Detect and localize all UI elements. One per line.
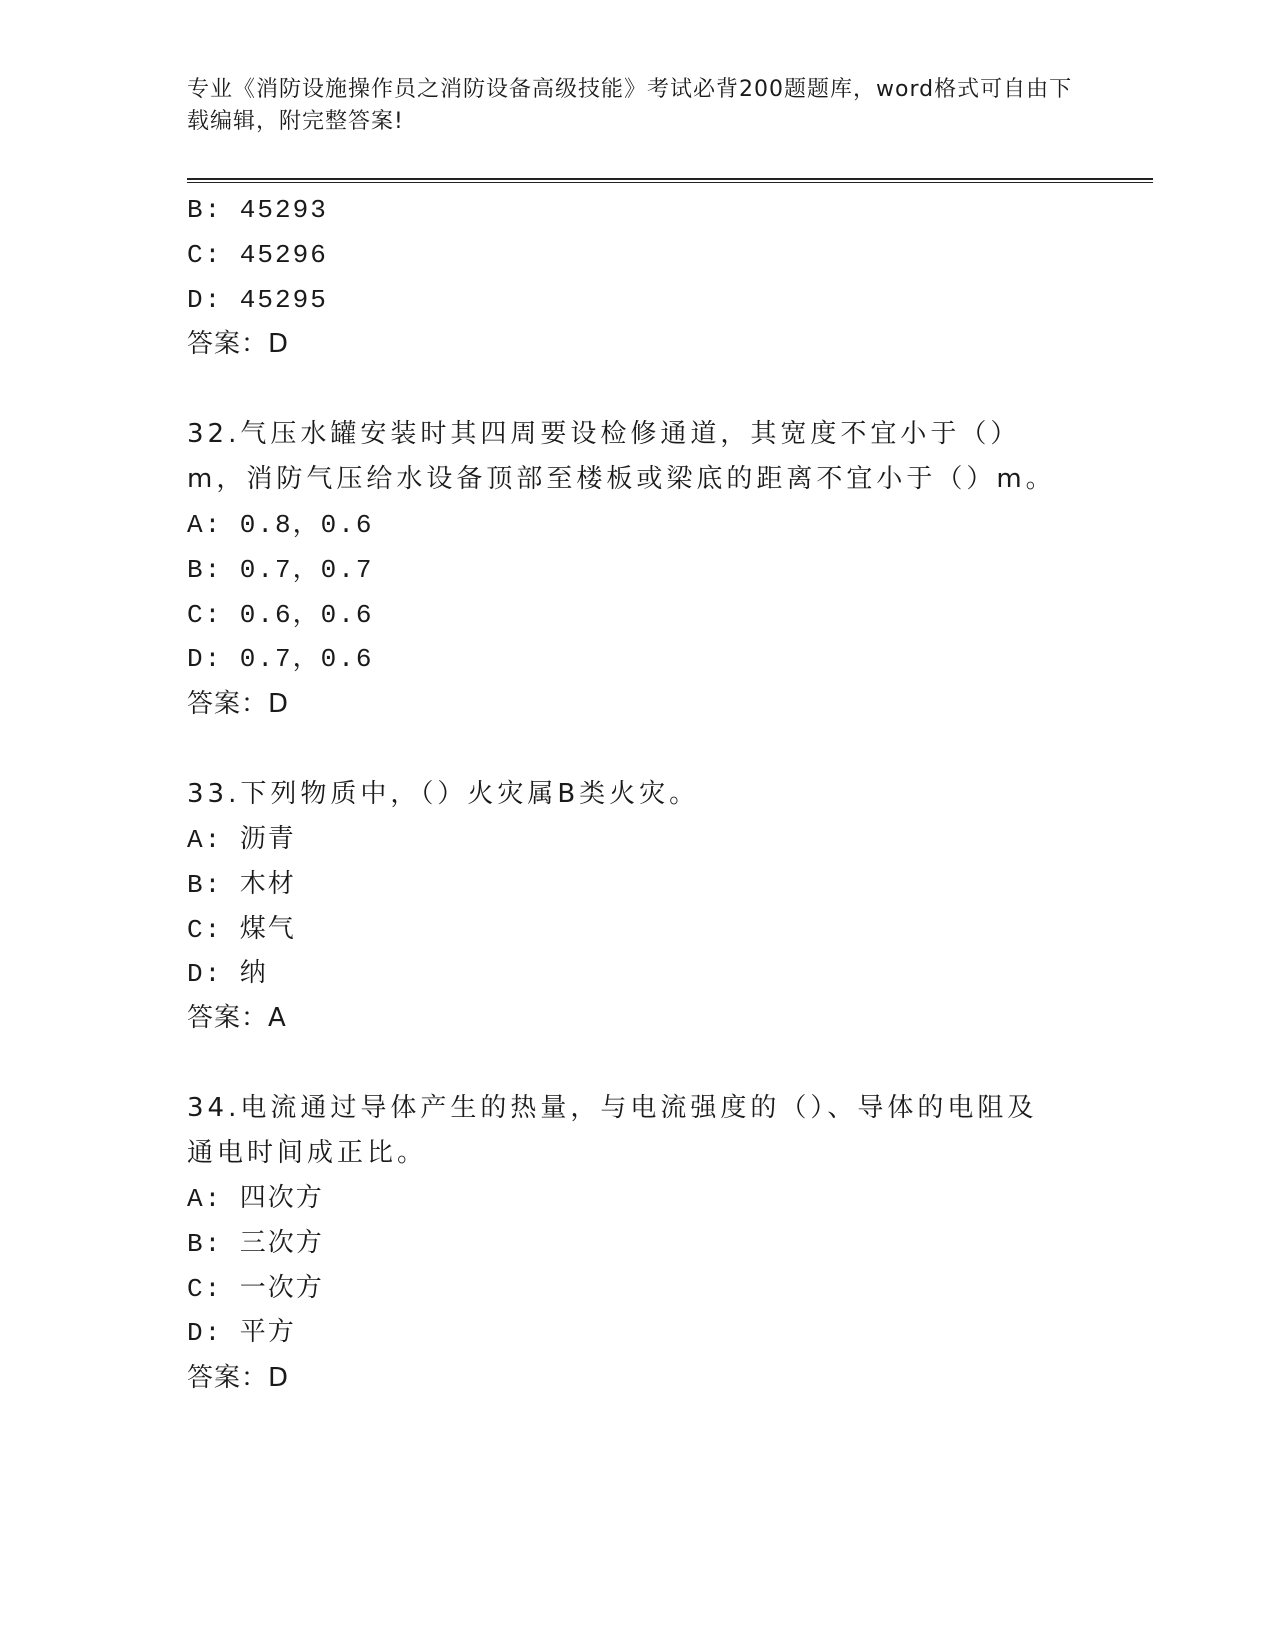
question-32-text: 32.气压水罐安装时其四周要设检修通道，其宽度不宜小于（）m，消防气压给水设备顶部至楼板或梁底的距离不宜小于（）m。 — [187, 419, 1056, 494]
option-c: C: 45296 — [187, 240, 328, 270]
answer-line: 答案：A — [187, 1003, 287, 1033]
header-divider — [187, 178, 1153, 183]
answer-line: 答案：D — [187, 1363, 290, 1393]
answer-line: 答案：D — [187, 329, 290, 359]
document-header: 专业《消防设施操作员之消防设备高级技能》考试必背200题题库，word格式可自由下载编辑，附完整答案! — [187, 77, 1073, 134]
question-34-text: 34.电流通过导体产生的热量，与电流强度的（）、导体的电阻及通电时间成正比。 — [187, 1093, 1038, 1168]
option-a: A: 0.8，0.6 — [187, 510, 374, 540]
option-d: D: 纳 — [187, 959, 268, 989]
option-b: B: 木材 — [187, 870, 296, 900]
option-a: A: 沥青 — [187, 825, 296, 855]
option-c: C: 0.6，0.6 — [187, 600, 374, 630]
option-b: B: 三次方 — [187, 1229, 324, 1259]
option-d: D: 45295 — [187, 285, 328, 315]
question-33-text: 33.下列物质中，（）火灾属B类火灾。 — [187, 779, 700, 809]
answer-line: 答案：D — [187, 689, 290, 719]
option-c: C: 一次方 — [187, 1274, 324, 1304]
option-d: D: 0.7，0.6 — [187, 644, 374, 674]
option-b: B: 45293 — [187, 195, 328, 225]
option-d: D: 平方 — [187, 1318, 296, 1348]
option-c: C: 煤气 — [187, 915, 296, 945]
option-a: A: 四次方 — [187, 1184, 324, 1214]
option-b: B: 0.7，0.7 — [187, 555, 374, 585]
